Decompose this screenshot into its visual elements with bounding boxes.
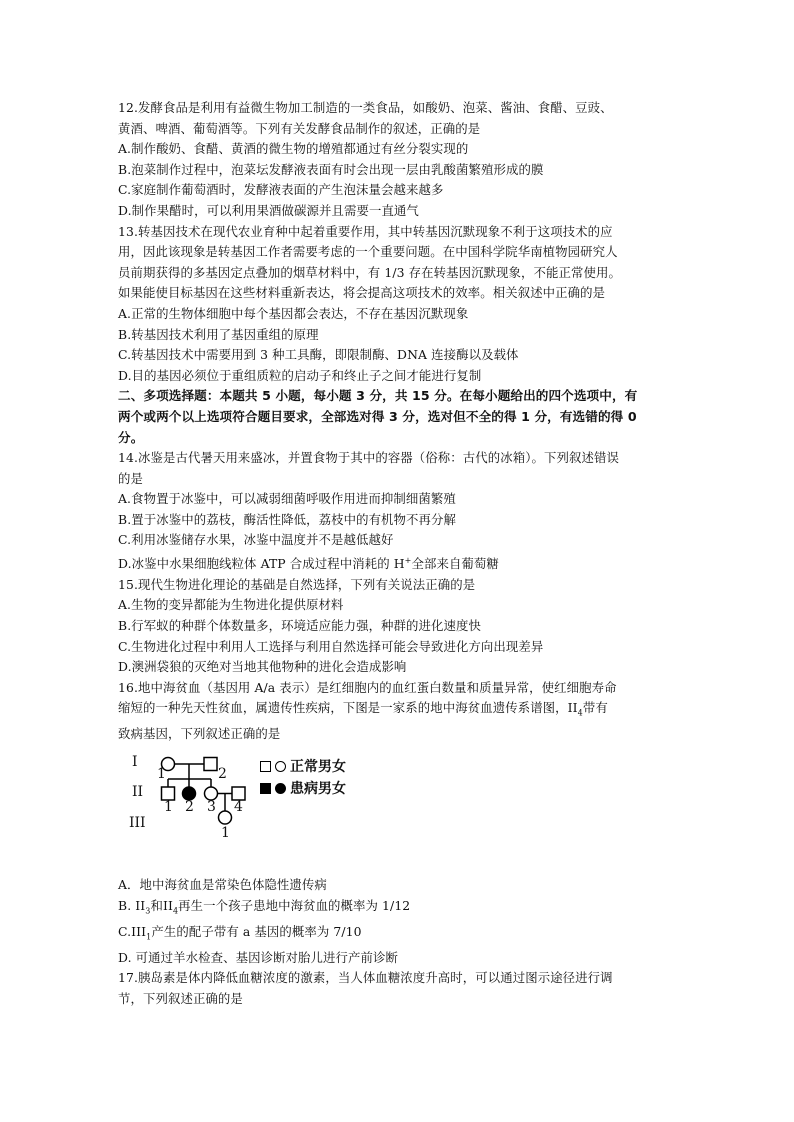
- text-line: A.食物置于冰鉴中，可以减弱细菌呼吸作用进而抑制细菌繁殖: [118, 491, 456, 507]
- legend-normal: 正常男女: [260, 756, 346, 776]
- option-16c: $C.III_1$产生的配子带有 a 基因的概率为 7/10: [118, 923, 362, 942]
- text-line: B.置于冰鉴中的荔枝，酶活性降低，荔枝中的有机物不再分解: [118, 511, 456, 527]
- text-line: 14.冰鉴是古代暑天用来盛冰，并置食物于其中的容器（俗称：古代的冰箱）。下列叙述错误: [118, 450, 619, 466]
- text-line: 致病基因，下列叙述正确的是: [118, 726, 281, 742]
- individual-number: 1: [164, 799, 173, 815]
- individual-number: 2: [218, 766, 227, 782]
- text-line: 13.转基因技术在现代农业育种中起着重要作用，其中转基因沉默现象不利于这项技术的应: [118, 223, 613, 239]
- text-line: A.正常的生物体细胞中每个基因都会表达，不存在基因沉默现象: [118, 305, 469, 321]
- generation-label: II: [132, 784, 144, 800]
- question-12-13: [118, 98, 678, 386]
- option-14d: D.冰鉴中水果细胞线粒体 ATP 合成过程中消耗的 H+全部来自葡萄糖: [118, 556, 499, 572]
- text-line: 员前期获得的多基因定点叠加的烟草材料中，有 1/3 存在转基因沉默现象，不能正常使用。: [118, 264, 621, 280]
- option-16d: D. 可通过羊水检查、基因诊断对胎儿进行产前诊断: [118, 949, 398, 965]
- text-line: 16.地中海贫血（基因用 A/a 表示）是红细胞内的血红蛋白数量和质量异常，使红细胞寿命: [118, 679, 617, 695]
- text-line: A.制作酸奶、食醋、黄酒的微生物的增殖都通过有丝分裂实现的: [118, 141, 469, 157]
- section-line: 两个或两个以上选项符合题目要求，全部选对得 3 分，选对但不全的得 1 分，有选错的得 0: [118, 408, 637, 424]
- text-line: C.家庭制作葡萄酒时，发酵液表面的产生泡沫量会越来越多: [118, 182, 444, 198]
- text-line: 用，因此该现象是转基因工作者需要考虑的一个重要问题。在中国科学院华南植物园研究人: [118, 244, 618, 260]
- individual-number: 4: [234, 799, 243, 815]
- generation-label: I: [132, 754, 138, 770]
- text-line: B.转基因技术利用了基因重组的原理: [118, 326, 319, 342]
- circle-outline-icon: [275, 761, 286, 772]
- section-heading-multiple-choice: [118, 386, 678, 448]
- square-outline-icon: [260, 761, 271, 772]
- generation-label: III: [129, 815, 146, 831]
- text-line: B.泡菜制作过程中，泡菜坛发酵液表面有时会出现一层由乳酸菌繁殖形成的膜: [118, 161, 544, 177]
- section-line: 二、多项选择题：本题共 5 小题，每小题 3 分，共 15 分。在每小题给出的四个选项中，有: [118, 388, 638, 404]
- text-line: 节，下列叙述正确的是: [118, 990, 243, 1006]
- option-16a: A．地中海贫血是常染色体隐性遗传病: [118, 877, 327, 892]
- text-line: C.转基因技术中需要用到 3 种工具酶，即限制酶、DNA 连接酶以及载体: [118, 347, 519, 363]
- text-line: D.目的基因必须位于重组质粒的启动子和终止子之间才能进行复制: [118, 367, 482, 383]
- individual-number: 1: [221, 825, 230, 841]
- text-line: A.生物的变异都能为生物进化提供原材料: [118, 597, 344, 613]
- legend-affected: 患病男女: [260, 778, 346, 798]
- exam-page: [118, 98, 678, 1010]
- text-line: C.生物进化过程中利用人工选择与利用自然选择可能会导致进化方向出现差异: [118, 638, 544, 654]
- individual-number: 3: [207, 799, 216, 815]
- text-line: 15.现代生物进化理论的基础是自然选择，下列有关说法正确的是: [118, 576, 476, 592]
- text-line: B.行军蚁的种群个体数量多，环境适应能力强，种群的进化速度快: [118, 617, 481, 633]
- text-line: 如果能使目标基因在这些材料重新表达，将会提高这项技术的效率。相关叙述中正确的是: [118, 285, 606, 301]
- text-line: 的是: [118, 470, 143, 486]
- question-17: [118, 968, 678, 1009]
- circle-filled-icon: [275, 783, 286, 794]
- i2-male-normal: [204, 758, 217, 771]
- text-line: 12.发酵食品是利用有益微生物加工制造的一类食品，如酸奶、泡菜、酱油、食醋、豆豉、: [118, 100, 613, 115]
- pedigree-diagram: [118, 749, 678, 869]
- square-filled-icon: [260, 783, 271, 794]
- text-line: D.制作果醋时，可以利用果酒做碳源并且需要一直通气: [118, 202, 419, 218]
- iii1-female-normal: [219, 811, 232, 824]
- individual-number: 2: [185, 799, 194, 815]
- text-line: 缩短的一种先天性贫血，属遗传性疾病，下图是一家系的地中海贫血遗传系谱图，$II_4$带有: [118, 700, 608, 718]
- individual-number: 1: [157, 766, 166, 782]
- question-16-options: [118, 875, 678, 968]
- option-16b: B. $II_3$和$II_4$再生一个孩子患地中海贫血的概率为 1/12: [118, 897, 411, 916]
- text-line: 17.胰岛素是体内降低血糖浓度的激素，当人体血糖浓度升高时，可以通过图示途径进行调: [118, 970, 613, 986]
- question-14: [118, 448, 678, 575]
- text-line: D.澳洲袋狼的灭绝对当地其他物种的进化会造成影响: [118, 659, 407, 675]
- section-line: 分。: [118, 429, 144, 445]
- text-line: 黄酒、啤酒、葡萄酒等。下列有关发酵食品制作的叙述，正确的是: [118, 120, 481, 136]
- question-15-16: [118, 575, 678, 745]
- text-line: C.利用冰鉴储存水果，冰鉴中温度并不是越低越好: [118, 532, 394, 548]
